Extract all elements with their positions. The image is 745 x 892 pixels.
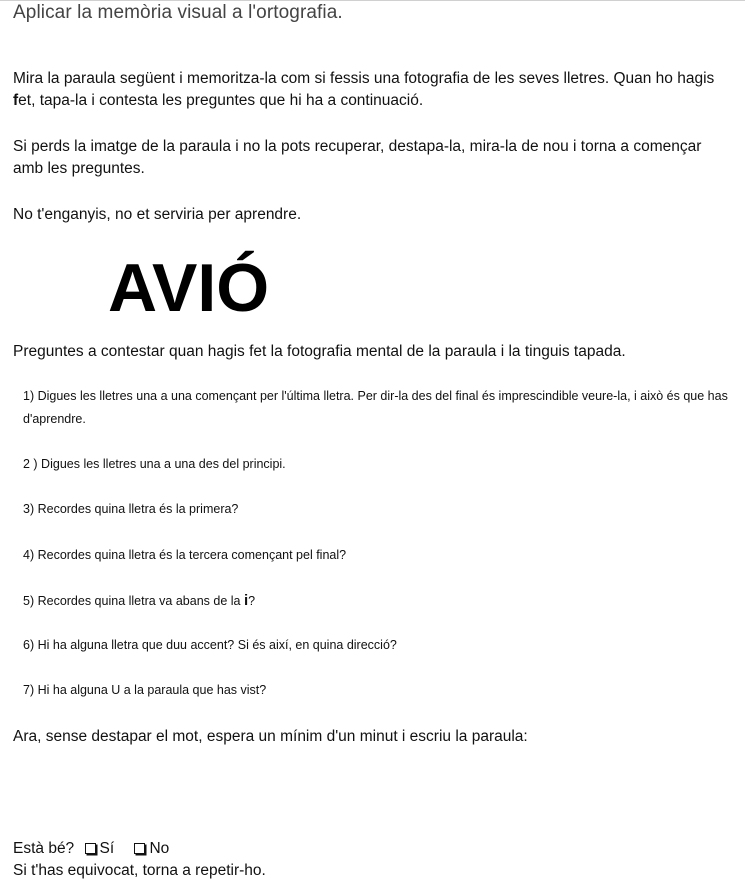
- intro-p1-prefix: Mira la paraula següent i memoritza-la com si fessis una fotografia de les seves lletres. Quan ho hagis: [13, 70, 715, 87]
- yes-label: Sí: [99, 840, 115, 857]
- question-5: [23, 589, 743, 613]
- question-7: 7) Hi ha alguna U a la paraula que has vist?: [23, 683, 267, 697]
- question-5-suffix: ?: [248, 594, 256, 608]
- questions-intro: Preguntes a contestar quan hagis fet la fotografia mental de la paraula i la tinguis tapada.: [13, 343, 626, 360]
- intro-p1-bold: f: [13, 92, 19, 109]
- intro-paragraph-2: Si perds la imatge de la paraula i no la pots recuperar, destapa-la, mira-la de nou i torna a començar amb les preguntes.: [13, 138, 702, 177]
- question-1: 1) Digues les lletres una a una començant per l'última lletra. Per dir-la des del final és imprescindible veure-la, i això és que has d'aprendre.: [23, 389, 728, 426]
- target-word: AVIÓ: [108, 250, 270, 326]
- intro-paragraph-1: [13, 68, 733, 112]
- yes-checkbox[interactable]: [85, 843, 96, 854]
- retry-note: Si t'has equivocat, torna a repetir-ho.: [13, 862, 266, 879]
- question-2: 2 ) Digues les lletres una a una des del principi.: [23, 457, 286, 471]
- no-label: No: [149, 840, 170, 857]
- check-label: Està bé?: [13, 840, 75, 857]
- check-row: [13, 838, 179, 860]
- top-rule: [0, 0, 745, 1]
- write-prompt: Ara, sense destapar el mot, espera un mínim d'un minut i escriu la paraula:: [13, 728, 528, 745]
- intro-p1-suffix: et, tapa-la i contesta les preguntes que hi ha a continuació.: [18, 92, 424, 109]
- no-checkbox[interactable]: [134, 843, 145, 854]
- intro-paragraph-3: No t'enganyis, no et serviria per aprendre.: [13, 206, 302, 223]
- question-5-letter: i: [243, 592, 249, 609]
- question-6: 6) Hi ha alguna lletra que duu accent? Si és així, en quina direcció?: [23, 638, 397, 652]
- question-4: 4) Recordes quina lletra és la tercera començant pel final?: [23, 548, 347, 562]
- page-title: Aplicar la memòria visual a l'ortografia.: [13, 2, 343, 23]
- question-3: 3) Recordes quina lletra és la primera?: [23, 502, 239, 516]
- question-5-prefix: 5) Recordes quina lletra va abans de la: [23, 594, 244, 608]
